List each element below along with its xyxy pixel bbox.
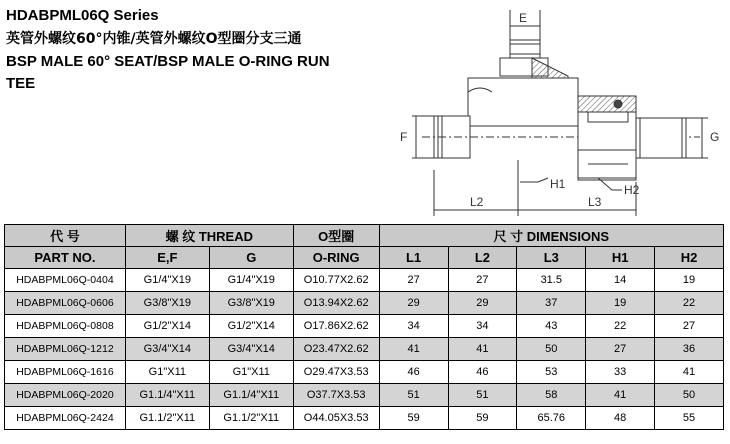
cell-part: HDABPML06Q-2424 <box>5 407 126 430</box>
cell-h1: 22 <box>586 315 655 338</box>
cell-l2: 41 <box>448 338 517 361</box>
header-part-cn: 代 号 <box>5 225 126 247</box>
tee-fitting-drawing <box>392 0 730 222</box>
cell-l1: 59 <box>379 407 448 430</box>
label-g: G <box>710 130 720 144</box>
cell-l1: 46 <box>379 361 448 384</box>
cell-l2: 29 <box>448 292 517 315</box>
table-row <box>5 361 724 384</box>
cell-part: HDABPML06Q-1616 <box>5 361 126 384</box>
dimensions-table <box>4 224 724 430</box>
cell-g: G1.1/4"X11 <box>209 384 293 407</box>
cell-l2: 34 <box>448 315 517 338</box>
cell-ef: G1.1/2"X11 <box>125 407 209 430</box>
table-row <box>5 269 724 292</box>
cell-ef: G3/8"X19 <box>125 292 209 315</box>
header-part-en: PART NO. <box>5 247 126 269</box>
header-l3: L3 <box>517 247 586 269</box>
label-f: F <box>400 130 408 144</box>
cell-g: G3/8"X19 <box>209 292 293 315</box>
cell-l2: 59 <box>448 407 517 430</box>
cell-oring: O10.77X2.62 <box>293 269 379 292</box>
cell-part: HDABPML06Q-2020 <box>5 384 126 407</box>
table-row <box>5 315 724 338</box>
header-thread-group: 螺 纹 THREAD <box>125 225 293 247</box>
label-h1: H1 <box>550 177 566 191</box>
cell-part: HDABPML06Q-0808 <box>5 315 126 338</box>
cell-ef: G3/4"X14 <box>125 338 209 361</box>
header-oring-group: O型圈 <box>293 225 379 247</box>
cell-g: G3/4"X14 <box>209 338 293 361</box>
header-h2: H2 <box>655 247 724 269</box>
cell-part: HDABPML06Q-0404 <box>5 269 126 292</box>
header-oring: O-RING <box>293 247 379 269</box>
cell-oring: O37.7X3.53 <box>293 384 379 407</box>
title-block <box>6 6 386 94</box>
label-l3: L3 <box>588 195 602 209</box>
cell-h2: 22 <box>655 292 724 315</box>
cell-h1: 19 <box>586 292 655 315</box>
english-title-line1: BSP MALE 60° SEAT/BSP MALE O-RING RUN <box>6 53 330 70</box>
cell-part: HDABPML06Q-0606 <box>5 292 126 315</box>
cell-h2: 41 <box>655 361 724 384</box>
cell-g: G1.1/2"X11 <box>209 407 293 430</box>
cell-ef: G1/2"X14 <box>125 315 209 338</box>
cell-g: G1/2"X14 <box>209 315 293 338</box>
cell-oring: O17.86X2.62 <box>293 315 379 338</box>
cell-oring: O44.05X3.53 <box>293 407 379 430</box>
cell-l2: 51 <box>448 384 517 407</box>
cell-l1: 41 <box>379 338 448 361</box>
cell-l3: 37 <box>517 292 586 315</box>
cell-h2: 27 <box>655 315 724 338</box>
cell-g: G1"X11 <box>209 361 293 384</box>
cell-h2: 55 <box>655 407 724 430</box>
cell-l1: 27 <box>379 269 448 292</box>
table-row <box>5 292 724 315</box>
header-ef: E,F <box>125 247 209 269</box>
cell-l2: 27 <box>448 269 517 292</box>
cell-ef: G1/4"X19 <box>125 269 209 292</box>
label-h2: H2 <box>624 183 640 197</box>
cell-l3: 43 <box>517 315 586 338</box>
cell-l3: 53 <box>517 361 586 384</box>
cell-h2: 36 <box>655 338 724 361</box>
cell-h1: 33 <box>586 361 655 384</box>
cell-l1: 51 <box>379 384 448 407</box>
header-dimensions-group: 尺 寸 DIMENSIONS <box>379 225 723 247</box>
label-e: E <box>519 11 528 25</box>
cell-h1: 48 <box>586 407 655 430</box>
cell-h2: 50 <box>655 384 724 407</box>
cell-g: G1/4"X19 <box>209 269 293 292</box>
cell-h1: 41 <box>586 384 655 407</box>
cell-h1: 14 <box>586 269 655 292</box>
cell-part: HDABPML06Q-1212 <box>5 338 126 361</box>
table-row <box>5 407 724 430</box>
cell-ef: G1.1/4"X11 <box>125 384 209 407</box>
table-body <box>5 269 724 430</box>
cell-l3: 31.5 <box>517 269 586 292</box>
label-l2: L2 <box>470 195 484 209</box>
cell-oring: O23.47X2.62 <box>293 338 379 361</box>
cell-ef: G1"X11 <box>125 361 209 384</box>
cell-l3: 58 <box>517 384 586 407</box>
header-l1: L1 <box>379 247 448 269</box>
header-h1: H1 <box>586 247 655 269</box>
english-title-line2: TEE <box>6 75 36 92</box>
cell-oring: O13.94X2.62 <box>293 292 379 315</box>
table-row <box>5 384 724 407</box>
header-g: G <box>209 247 293 269</box>
header-l2: L2 <box>448 247 517 269</box>
table-row <box>5 338 724 361</box>
cell-h1: 27 <box>586 338 655 361</box>
cell-h2: 19 <box>655 269 724 292</box>
chinese-title: 英管外螺纹60°内锥/英管外螺纹O型圈分支三通 <box>6 31 302 47</box>
series-title: HDABPML06Q Series <box>6 7 159 24</box>
cell-l3: 65.76 <box>517 407 586 430</box>
cell-oring: O29.47X3.53 <box>293 361 379 384</box>
cell-l3: 50 <box>517 338 586 361</box>
cell-l1: 34 <box>379 315 448 338</box>
cell-l1: 29 <box>379 292 448 315</box>
cell-l2: 46 <box>448 361 517 384</box>
